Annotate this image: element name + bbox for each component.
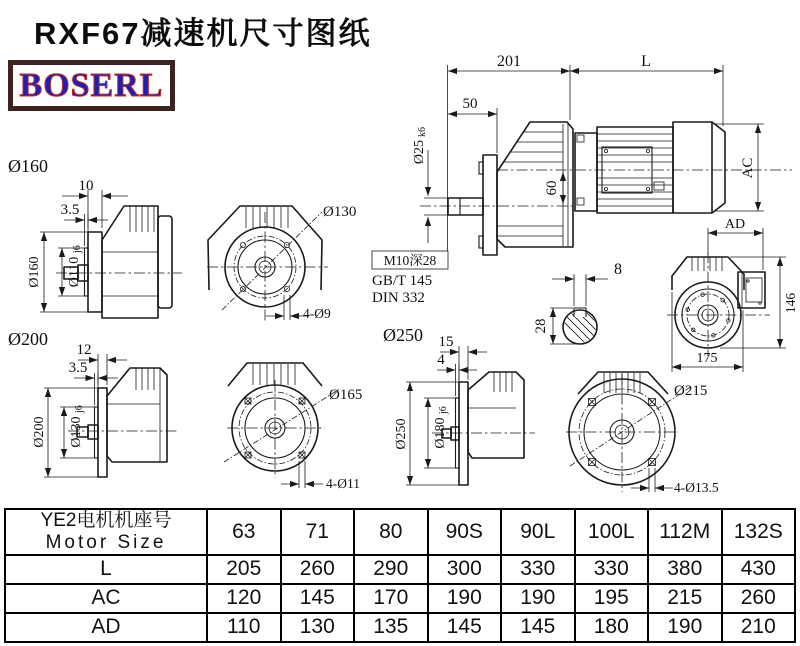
view-main-side bbox=[372, 53, 792, 306]
dim-dia180-fit: j6 bbox=[438, 406, 449, 414]
dim-AD: AD bbox=[724, 217, 746, 232]
dim-15: 15 bbox=[438, 334, 454, 350]
table-cell: 215 bbox=[648, 584, 722, 613]
row-label-AC: AC bbox=[5, 584, 207, 613]
table-cell: 260 bbox=[281, 555, 355, 584]
dim-dia180: Ø180 bbox=[433, 417, 448, 449]
section-label-250: Ø250 bbox=[383, 325, 423, 345]
section-label-200: Ø200 bbox=[8, 329, 48, 349]
table-cell: 120 bbox=[207, 584, 281, 613]
page-title: RXF67减速机尺寸图纸 bbox=[34, 16, 372, 51]
table-cell: 330 bbox=[575, 555, 649, 584]
note-gb: GB/T 145 bbox=[372, 273, 433, 289]
col-header: 63 bbox=[207, 509, 281, 555]
dim-L: L bbox=[641, 53, 651, 70]
dim-60: 60 bbox=[544, 180, 560, 196]
view-flange160-side bbox=[8, 156, 182, 318]
table-cell: 145 bbox=[281, 584, 355, 613]
gear-housing bbox=[497, 122, 573, 247]
table-cell: 145 bbox=[501, 613, 575, 642]
table-cell: 380 bbox=[648, 555, 722, 584]
dim-holes-4d13-5: 4-Ø13.5 bbox=[674, 480, 719, 495]
dim-dia160: Ø160 bbox=[27, 256, 42, 288]
col-header: 100L bbox=[575, 509, 649, 555]
row-label-AD: AD bbox=[5, 613, 207, 642]
dim-146: 146 bbox=[783, 292, 798, 314]
view-flange200-side bbox=[8, 329, 178, 477]
table-cell: 170 bbox=[354, 584, 428, 613]
table-cell: 110 bbox=[207, 613, 281, 642]
table-cell: 330 bbox=[501, 555, 575, 584]
dim-50: 50 bbox=[462, 96, 478, 112]
table-cell: 190 bbox=[428, 584, 502, 613]
table-cell: 130 bbox=[281, 613, 355, 642]
flange-plate bbox=[98, 388, 107, 477]
gear-housing bbox=[468, 372, 524, 458]
table-cell: 190 bbox=[648, 613, 722, 642]
dim-3-5b: 3.5 bbox=[68, 360, 88, 376]
dim-201: 201 bbox=[497, 53, 521, 70]
dim-dia250: Ø250 bbox=[394, 418, 409, 450]
section-label-160: Ø160 bbox=[8, 156, 48, 176]
col-header: 90S bbox=[428, 509, 502, 555]
dim-shaft-fit: k6 bbox=[417, 127, 428, 137]
dim-dia130-fit: j6 bbox=[74, 405, 85, 413]
header-line-en: Motor Size bbox=[45, 531, 167, 553]
dim-bolt-circle-215: Ø215 bbox=[674, 383, 708, 399]
table-cell: 300 bbox=[428, 555, 502, 584]
dim-holes-4d11: 4-Ø11 bbox=[326, 476, 360, 491]
boserl-logo-text: BOSERL bbox=[19, 66, 164, 104]
dim-AC: AC bbox=[740, 157, 756, 179]
motor-adapter bbox=[575, 133, 597, 211]
flange-plate bbox=[459, 382, 468, 485]
dim-dia110: Ø110 bbox=[67, 256, 82, 288]
table-cell: 195 bbox=[575, 584, 649, 613]
motor-rear bbox=[673, 122, 712, 213]
view-front215 bbox=[566, 372, 719, 495]
table-cell: 430 bbox=[722, 555, 796, 584]
col-header: 80 bbox=[354, 509, 428, 555]
dim-4: 4 bbox=[437, 352, 445, 368]
gear-housing bbox=[107, 368, 167, 462]
note-thread: M10深28 bbox=[383, 253, 437, 268]
dim-3-5: 3.5 bbox=[60, 202, 80, 218]
dim-bolt-circle-130: Ø130 bbox=[323, 204, 357, 220]
dimension-table bbox=[4, 508, 796, 643]
output-shaft bbox=[448, 198, 483, 215]
header-line-cn: YE2电机机座号 bbox=[40, 510, 172, 531]
table-cell: 180 bbox=[575, 613, 649, 642]
col-header: 112M bbox=[648, 509, 722, 555]
col-header: 90L bbox=[501, 509, 575, 555]
dim-dia110-fit: j6 bbox=[72, 245, 83, 253]
dim-bolt-circle-165: Ø165 bbox=[329, 387, 363, 403]
view-front130 bbox=[207, 204, 356, 322]
dim-key-28: 28 bbox=[533, 318, 549, 334]
table-cell: 190 bbox=[501, 584, 575, 613]
view-keyway-section bbox=[533, 261, 622, 360]
row-label-L: L bbox=[5, 555, 207, 584]
table-cell: 210 bbox=[722, 613, 796, 642]
dim-shaft-dia: Ø25 bbox=[412, 139, 427, 165]
dim-12: 12 bbox=[76, 342, 92, 358]
table-cell: 145 bbox=[428, 613, 502, 642]
col-header: 71 bbox=[281, 509, 355, 555]
dim-holes-4d9: 4-Ø9 bbox=[303, 306, 331, 321]
dim-dia130: Ø130 bbox=[69, 416, 84, 448]
output-flange bbox=[483, 155, 497, 255]
flange-plate bbox=[88, 232, 102, 312]
table-cell: 290 bbox=[354, 555, 428, 584]
table-cell: 260 bbox=[722, 584, 796, 613]
dim-key-8: 8 bbox=[614, 261, 622, 278]
view-motor-front bbox=[667, 217, 798, 372]
col-header: 132S bbox=[722, 509, 796, 555]
dim-dia200: Ø200 bbox=[32, 416, 47, 448]
dim-10: 10 bbox=[78, 178, 94, 194]
table-cell: 135 bbox=[354, 613, 428, 642]
view-front165 bbox=[224, 363, 362, 491]
view-flange250-side bbox=[383, 325, 535, 485]
note-din: DIN 332 bbox=[372, 290, 425, 306]
spigot bbox=[95, 407, 99, 458]
table-header-motor-size bbox=[5, 509, 207, 555]
spigot bbox=[85, 248, 89, 296]
table-cell: 205 bbox=[207, 555, 281, 584]
dim-175: 175 bbox=[696, 351, 718, 366]
